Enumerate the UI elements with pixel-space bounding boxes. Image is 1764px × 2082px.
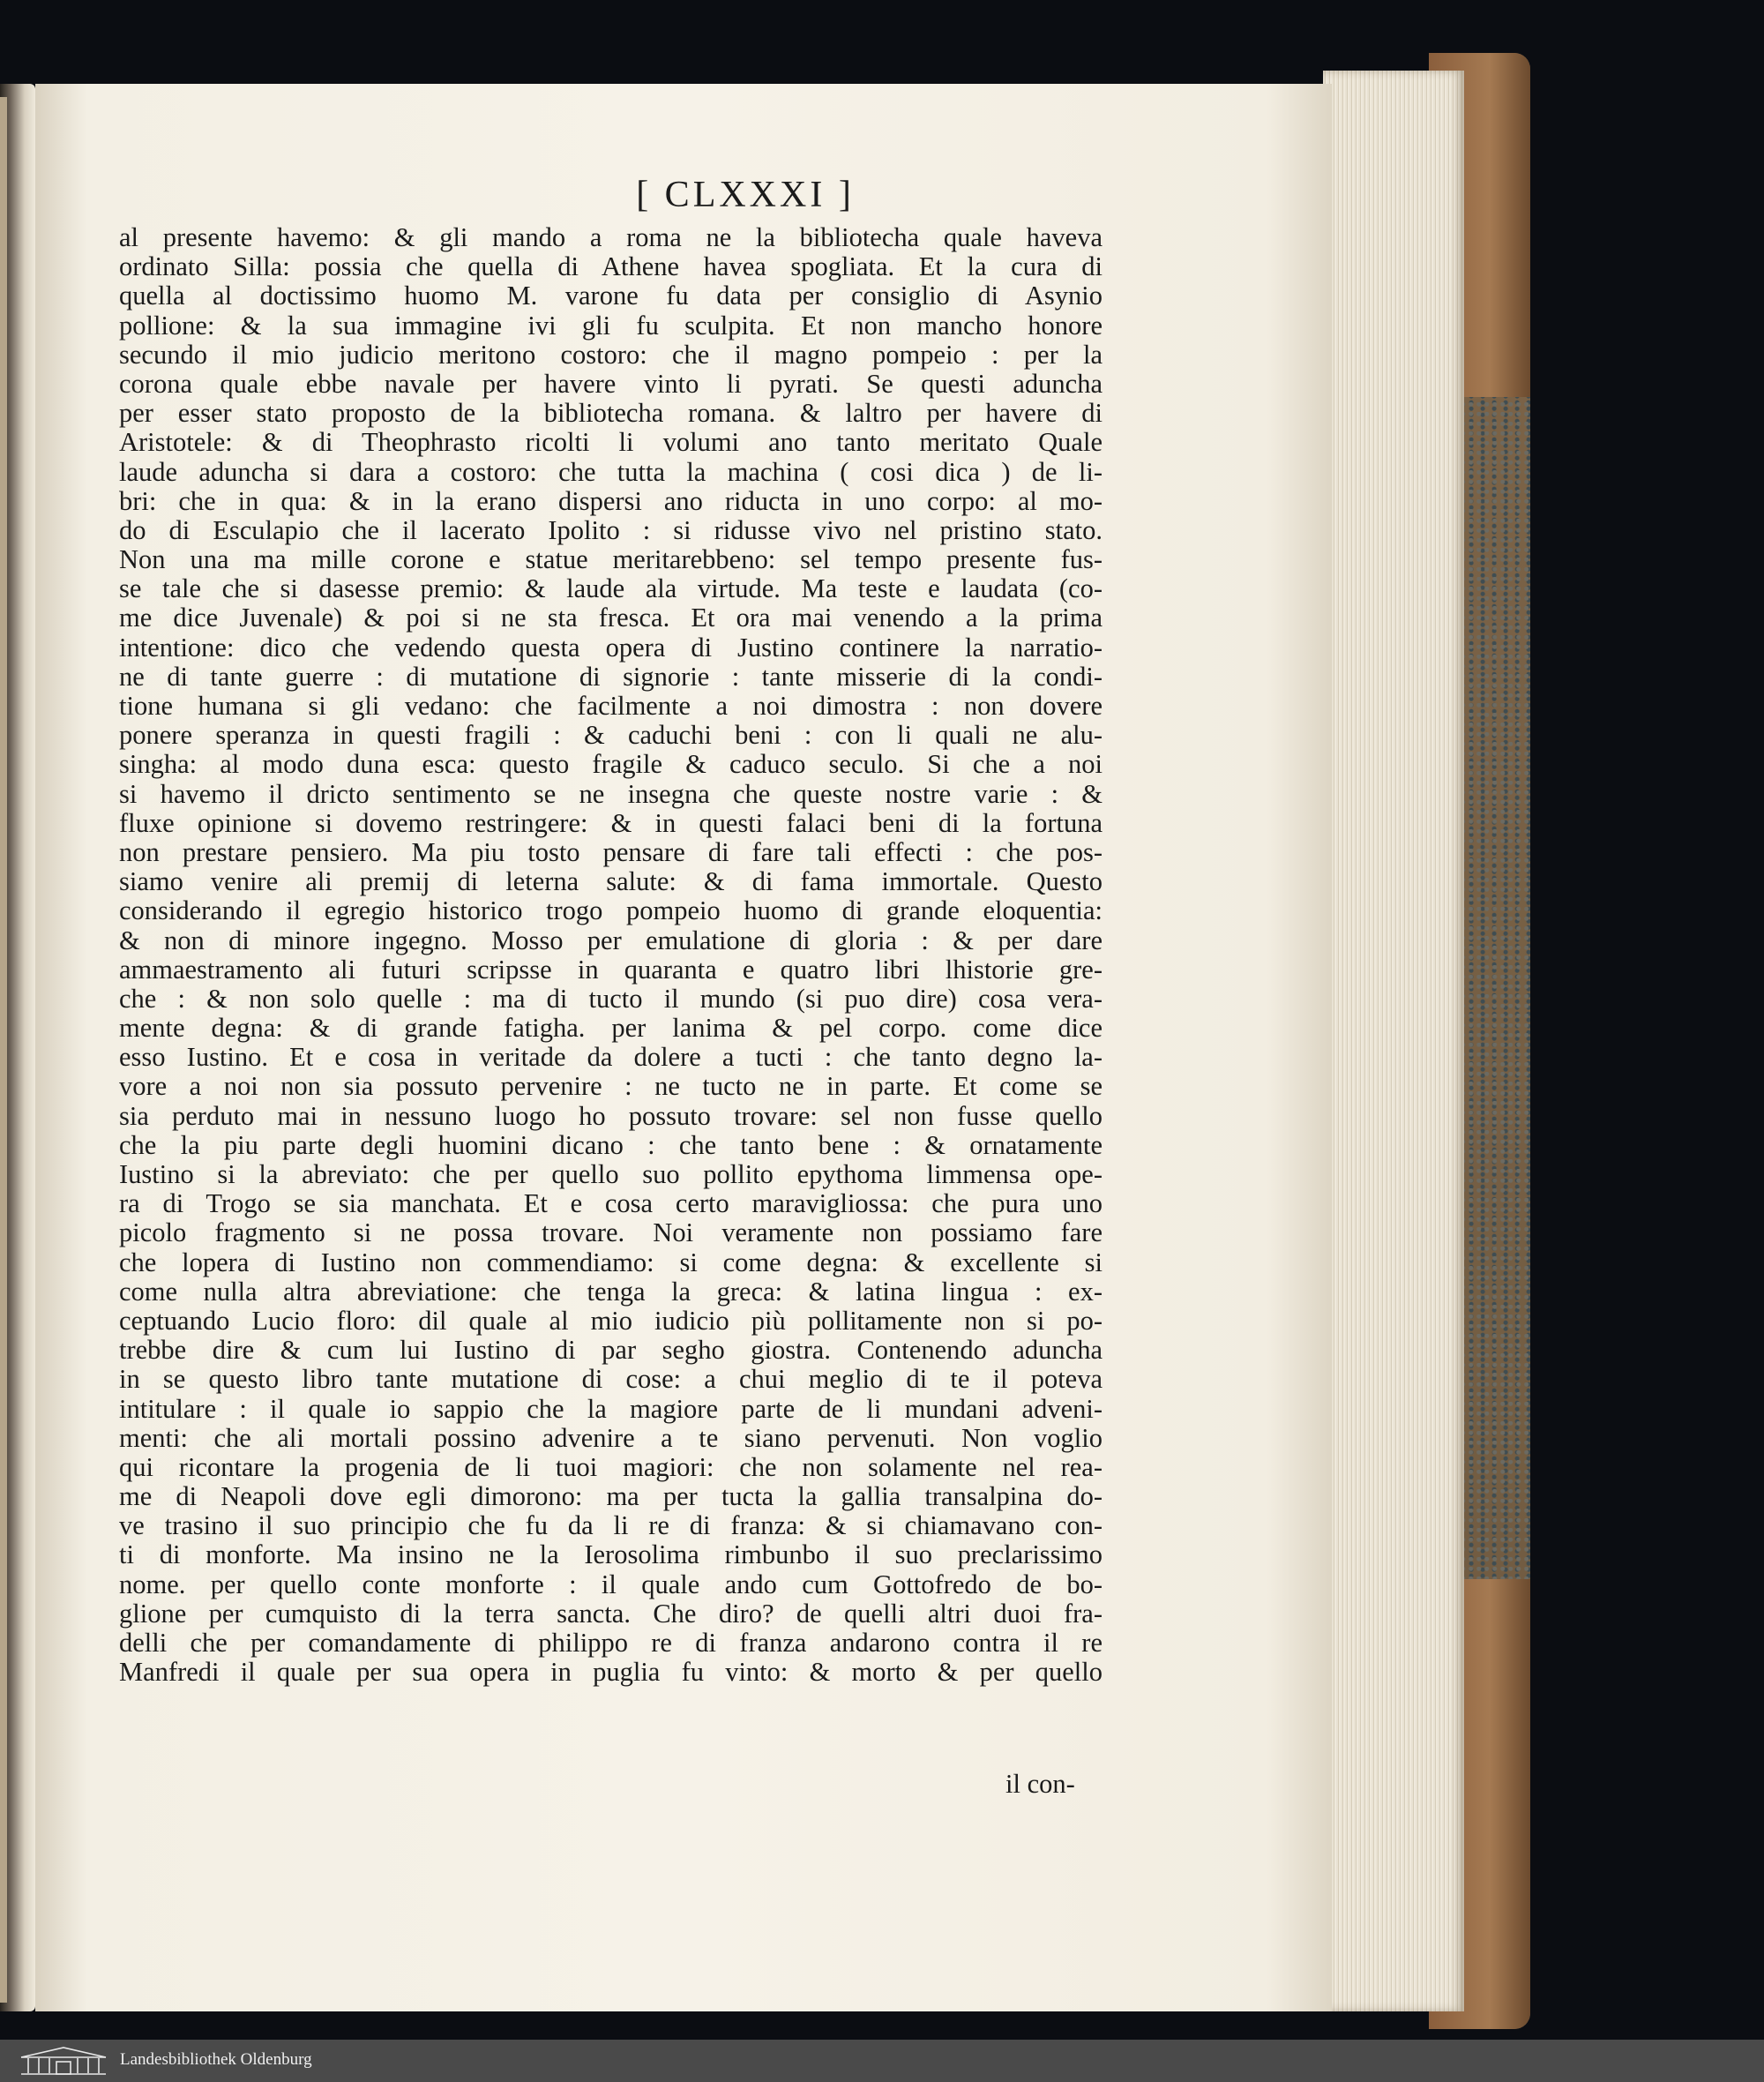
text-line: ceptuando Lucio floro: dil quale al mio iudicio più pollitamente non si po-: [119, 1305, 1102, 1336]
text-line: Iustino si la abreviato: che per quello suo pollito epythoma limmensa ope-: [119, 1159, 1102, 1189]
text-line: me di Neapoli dove egli dimorono: ma per tucta la gallia transalpina do-: [119, 1481, 1102, 1512]
library-building-icon: [18, 2045, 110, 2077]
page-number-header: [ CLXXXI ]: [636, 175, 855, 215]
left-page-gutter: [0, 97, 7, 2003]
text-line: secundo il mio judicio meritono costoro: che il magno pompeio : per la: [119, 339, 1102, 370]
text-line: glione per cumquisto di la terra sancta. Che diro? de quelli altri duoi fra-: [119, 1598, 1102, 1629]
text-line: siamo venire ali premij di leterna salute: & di fama immortale. Questo: [119, 866, 1102, 897]
text-line: intitulare : il quale io sappio che la magiore parte de li mundani adveni-: [119, 1393, 1102, 1424]
text-line: esso Iustino. Et e cosa in veritade da dolere a tucti : che tanto degno la-: [119, 1042, 1102, 1073]
text-line: non prestare pensiero. Ma piu tosto pensare di fare tali effecti : che pos-: [119, 836, 1102, 867]
text-line: considerando il egregio historico trogo pompeio huomo di grande eloquentia:: [119, 895, 1102, 926]
text-line: corona quale ebbe navale per havere vinto li pyrati. Se questi aduncha: [119, 368, 1102, 399]
text-line: laude aduncha si dara a costoro: che tutta la machina ( cosi dica ) de li-: [119, 456, 1102, 487]
text-line: bri: che in qua: & in la erano dispersi ano riducta in uno corpo: al mo-: [119, 485, 1102, 516]
text-line: delli che per comandamente di philippo re di franza andarono contra il re: [119, 1628, 1102, 1658]
text-line: intentione: dico che vedendo questa opera di Justino continere la narratio-: [119, 632, 1102, 663]
text-line: do di Esculapio che il lacerato Ipolito : si ridusse vivo nel pristino stato.: [119, 514, 1102, 545]
text-line: ammaestramento ali futuri scripsse in quaranta e quatro libri lhistorie gre-: [119, 954, 1102, 985]
text-line: ra di Trogo se sia manchata. Et e cosa certo maravigliossa: che pura uno: [119, 1188, 1102, 1219]
text-line: mente degna: & di grande fatigha. per lanima & pel corpo. come dice: [119, 1013, 1102, 1044]
text-line: pollione: & la sua immagine ivi gli fu sculpita. Et non mancho honore: [119, 310, 1102, 341]
text-line: per esser stato proposto de la bibliotecha romana. & laltro per havere di: [119, 398, 1102, 429]
text-line: menti: che ali mortali possino advenire a te siano pervenuti. Non voglio: [119, 1422, 1102, 1453]
text-line: ponere speranza in questi fragili : & caduchi beni : con li quali ne alu-: [119, 720, 1102, 751]
text-line: me dice Juvenale) & poi si ne sta fresca. Et ora mai venendo a la prima: [119, 603, 1102, 633]
text-line: tione humana si gli vedano: che facilmente a noi dimostra : non dovere: [119, 691, 1102, 721]
text-line: quella al doctissimo huomo M. varone fu data per consiglio di Asynio: [119, 281, 1102, 311]
catchword: il con-: [1005, 1769, 1075, 1799]
text-line: ordinato Silla: possia che quella di Athene havea spogliata. Et la cura di: [119, 251, 1102, 282]
text-line: ve trasino il suo principio che fu da li re di franza: & si chiamavano con-: [119, 1510, 1102, 1541]
text-line: come nulla altra abreviatione: che tenga la greca: & latina lingua : ex-: [119, 1276, 1102, 1307]
text-line: in se questo libro tante mutatione di cose: a chui meglio di te il poteva: [119, 1364, 1102, 1395]
text-line: che la piu parte degli huomini dicano : che tanto bene : & ornatamente: [119, 1129, 1102, 1160]
text-line: al presente havemo: & gli mando a roma ne la bibliotecha quale haveva: [119, 222, 1102, 252]
text-line: vore a noi non sia possuto pervenire : ne tucto ne in parte. Et come se: [119, 1071, 1102, 1102]
text-line: qui ricontare la progenia de li tuoi magiori: che non solamente nel rea-: [119, 1451, 1102, 1482]
page-fore-edge: [1323, 71, 1464, 2011]
text-line: trebbe dire & cum lui Iustino di par segho giostra. Contenendo aduncha: [119, 1335, 1102, 1366]
body-text: [119, 223, 1102, 1687]
text-line: picolo fragmento si ne possa trovare. Noi veramente non possiamo fare: [119, 1217, 1102, 1248]
text-line: nome. per quello conte monforte : il quale ando cum Gottofredo de bo-: [119, 1569, 1102, 1599]
text-line: fluxe opinione si dovemo restringere: & in questi falaci beni di la fortuna: [119, 807, 1102, 838]
text-line: che lopera di Iustino non commendiamo: si come degna: & excellente si: [119, 1247, 1102, 1277]
footer-bar: [0, 2040, 1764, 2082]
text-line: & non di minore ingegno. Mosso per emulatione di gloria : & per dare: [119, 925, 1102, 955]
text-line: singha: al modo duna esca: questo fragile & caduco seculo. Si che a noi: [119, 749, 1102, 780]
text-line: ti di monforte. Ma insino ne la Ierosolima rimbunbo il suo preclarissimo: [119, 1539, 1102, 1570]
text-line: ne di tante guerre : di mutatione di signorie : tante misserie di la condi-: [119, 661, 1102, 692]
text-line: Aristotele: & di Theophrasto ricolti li volumi ano tanto meritato Quale: [119, 427, 1102, 458]
text-line: se tale che si dasesse premio: & laude ala virtude. Ma teste e laudata (co-: [119, 573, 1102, 604]
text-line: che : & non solo quelle : ma di tucto il mundo (si puo dire) cosa vera-: [119, 983, 1102, 1014]
text-line: sia perduto mai in nessuno luogo ho possuto trovare: sel non fusse quello: [119, 1100, 1102, 1131]
footer-library-label: Landesbibliothek Oldenburg: [120, 2050, 312, 2069]
text-line: Non una ma mille corone e statue meritarebbeno: sel tempo presente fus-: [119, 544, 1102, 575]
text-line: Manfredi il quale per sua opera in puglia fu vinto: & morto & per quello: [119, 1657, 1102, 1688]
book-page: [35, 84, 1332, 2011]
text-line: si havemo il dricto sentimento se ne insegna che queste nostre varie : &: [119, 778, 1102, 809]
